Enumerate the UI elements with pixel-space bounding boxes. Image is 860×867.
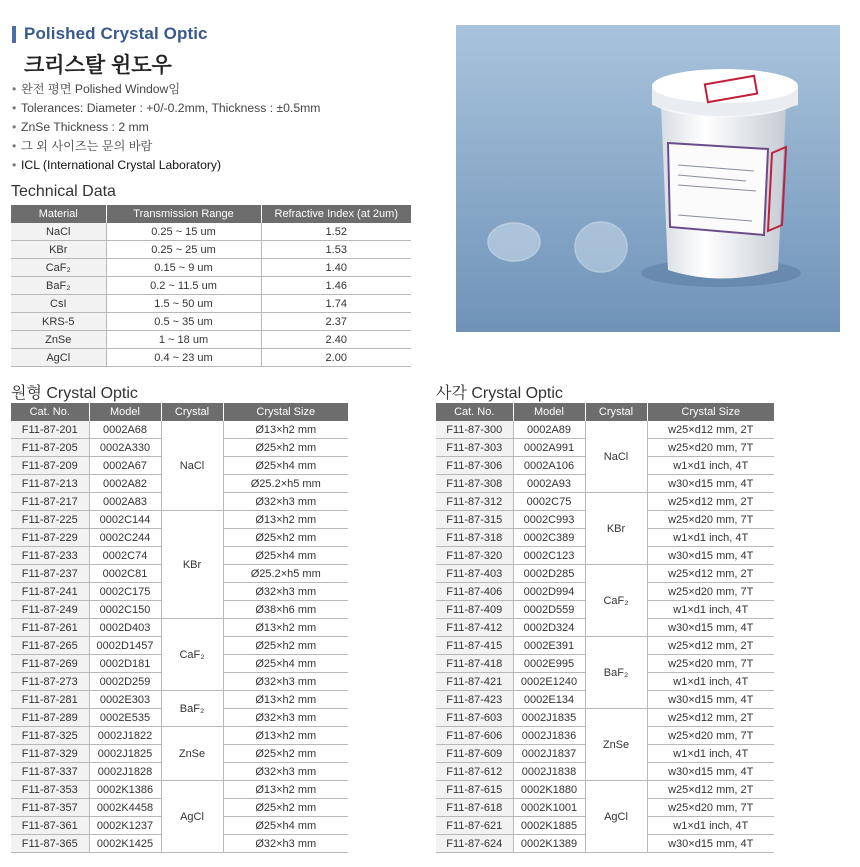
model-cell: 0002C244 [89,529,161,547]
column-header: Cat. No. [11,403,89,421]
crystal-size-cell: w1×d1 inch, 4T [647,673,774,691]
model-cell: 0002C175 [89,583,161,601]
crystal-size-cell: w1×d1 inch, 4T [647,457,774,475]
model-cell: 0002A330 [89,439,161,457]
column-header: Model [89,403,161,421]
crystal-size-cell: w30×d15 mm, 4T [647,547,774,565]
model-cell: 0002D403 [89,619,161,637]
transmission-cell: 0.5 ~ 35 um [106,313,261,331]
page-title-ko: 크리스탈 윈도우 [24,54,172,77]
cat-no-cell: F11-87-624 [436,835,513,853]
cat-no-cell: F11-87-217 [11,493,89,511]
cat-no-cell: F11-87-406 [436,583,513,601]
bullet-item: • 완전 평면 Polished Window임 [12,82,181,96]
spec-bullet-list [12,80,320,175]
model-cell: 0002K1880 [513,781,585,799]
cat-no-cell: F11-87-308 [436,475,513,493]
model-cell: 0002D324 [513,619,585,637]
cat-no-cell: F11-87-615 [436,781,513,799]
refractive-index-cell: 2.37 [261,313,411,331]
table-row [436,565,774,583]
crystal-size-cell: w25×d12 mm, 2T [647,565,774,583]
model-cell: 0002E391 [513,637,585,655]
crystal-size-cell: Ø25×h4 mm [223,817,348,835]
cat-no-cell: F11-87-241 [11,583,89,601]
crystal-size-cell: Ø32×h3 mm [223,673,348,691]
cat-no-cell: F11-87-423 [436,691,513,709]
crystal-size-cell: Ø25×h2 mm [223,799,348,817]
crystal-size-cell: w25×d12 mm, 2T [647,421,774,439]
crystal-size-cell: w25×d20 mm, 7T [647,439,774,457]
crystal-size-cell: w25×d12 mm, 2T [647,493,774,511]
model-cell: 0002K1885 [513,817,585,835]
crystal-size-cell: Ø25×h2 mm [223,745,348,763]
model-cell: 0002D559 [513,601,585,619]
cat-no-cell: F11-87-312 [436,493,513,511]
crystal-size-cell: w30×d15 mm, 4T [647,475,774,493]
model-cell: 0002C75 [513,493,585,511]
crystal-size-cell: w25×d12 mm, 2T [647,637,774,655]
table-row [11,511,348,529]
table-row [436,421,774,439]
crystal-size-cell: Ø38×h6 mm [223,601,348,619]
cat-no-cell: F11-87-365 [11,835,89,853]
crystal-cell: NaCl [161,421,223,511]
material-cell: KRS-5 [11,313,106,331]
cat-no-cell: F11-87-273 [11,673,89,691]
crystal-size-cell: Ø13×h2 mm [223,691,348,709]
page-title-en: Polished Crystal Optic [24,24,208,43]
technical-data-table [11,205,411,367]
crystal-cell: AgCl [161,781,223,853]
cat-no-cell: F11-87-318 [436,529,513,547]
table-row [11,295,411,313]
model-cell: 0002A83 [89,493,161,511]
crystal-size-cell: Ø13×h2 mm [223,727,348,745]
cat-no-cell: F11-87-403 [436,565,513,583]
cat-no-cell: F11-87-229 [11,529,89,547]
crystal-size-cell: Ø13×h2 mm [223,619,348,637]
cat-no-cell: F11-87-269 [11,655,89,673]
transmission-cell: 0.4 ~ 23 um [106,349,261,367]
table-row [11,421,348,439]
table-row [436,781,774,799]
crystal-jar-illustration [456,25,840,332]
model-cell: 0002A991 [513,439,585,457]
crystal-size-cell: Ø32×h3 mm [223,583,348,601]
table-row [11,619,348,637]
model-cell: 0002E134 [513,691,585,709]
cat-no-cell: F11-87-329 [11,745,89,763]
title-accent-bar [12,26,16,43]
bullet-item: • Tolerances: Diameter : +0/-0.2mm, Thickness : ±0.5mm [12,101,321,115]
cat-no-cell: F11-87-618 [436,799,513,817]
crystal-size-cell: w25×d20 mm, 7T [647,583,774,601]
cat-no-cell: F11-87-209 [11,457,89,475]
model-cell: 0002D259 [89,673,161,691]
cat-no-cell: F11-87-205 [11,439,89,457]
column-header: Material [11,205,106,223]
table-row [436,637,774,655]
model-cell: 0002C389 [513,529,585,547]
column-header: Transmission Range [106,205,261,223]
table-row [11,727,348,745]
crystal-cell: BaF₂ [161,691,223,727]
model-cell: 0002E535 [89,709,161,727]
model-cell: 0002A82 [89,475,161,493]
cat-no-cell: F11-87-281 [11,691,89,709]
bullet-item: • ICL (International Crystal Laboratory) [12,158,222,172]
crystal-size-cell: w25×d20 mm, 7T [647,799,774,817]
crystal-cell: CaF₂ [585,565,647,637]
cat-no-cell: F11-87-289 [11,709,89,727]
crystal-size-cell: Ø25×h2 mm [223,439,348,457]
crystal-cell: AgCl [585,781,647,853]
model-cell: 0002D1457 [89,637,161,655]
crystal-cell: BaF₂ [585,637,647,709]
model-cell: 0002A89 [513,421,585,439]
bullet-item: • ZnSe Thickness : 2 mm [12,120,149,134]
crystal-size-cell: w30×d15 mm, 4T [647,763,774,781]
cat-no-cell: F11-87-233 [11,547,89,565]
model-cell: 0002J1837 [513,745,585,763]
table-row [436,493,774,511]
cat-no-cell: F11-87-603 [436,709,513,727]
cat-no-cell: F11-87-303 [436,439,513,457]
cat-no-cell: F11-87-325 [11,727,89,745]
table-row [436,709,774,727]
crystal-cell: KBr [585,493,647,565]
model-cell: 0002A106 [513,457,585,475]
cat-no-cell: F11-87-357 [11,799,89,817]
material-cell: AgCl [11,349,106,367]
material-cell: CsI [11,295,106,313]
crystal-size-cell: w1×d1 inch, 4T [647,529,774,547]
cat-no-cell: F11-87-418 [436,655,513,673]
cat-no-cell: F11-87-320 [436,547,513,565]
crystal-size-cell: Ø13×h2 mm [223,511,348,529]
model-cell: 0002J1838 [513,763,585,781]
cat-no-cell: F11-87-315 [436,511,513,529]
cat-no-cell: F11-87-249 [11,601,89,619]
cat-no-cell: F11-87-265 [11,637,89,655]
cat-no-cell: F11-87-300 [436,421,513,439]
crystal-size-cell: w1×d1 inch, 4T [647,745,774,763]
crystal-size-cell: Ø32×h3 mm [223,763,348,781]
technical-data-title: Technical Data [11,183,116,200]
model-cell: 0002E303 [89,691,161,709]
model-cell: 0002J1825 [89,745,161,763]
crystal-size-cell: w30×d15 mm, 4T [647,619,774,637]
column-header: Model [513,403,585,421]
crystal-size-cell: w1×d1 inch, 4T [647,817,774,835]
round-optic-table [11,403,348,853]
square-optic-table [436,403,774,853]
crystal-size-cell: Ø25×h2 mm [223,529,348,547]
model-cell: 0002K1001 [513,799,585,817]
transmission-cell: 1 ~ 18 um [106,331,261,349]
refractive-index-cell: 1.53 [261,241,411,259]
cat-no-cell: F11-87-421 [436,673,513,691]
model-cell: 0002E995 [513,655,585,673]
crystal-cell: NaCl [585,421,647,493]
cat-no-cell: F11-87-225 [11,511,89,529]
model-cell: 0002J1828 [89,763,161,781]
column-header: Crystal Size [647,403,774,421]
refractive-index-cell: 1.40 [261,259,411,277]
cat-no-cell: F11-87-337 [11,763,89,781]
model-cell: 0002C993 [513,511,585,529]
model-cell: 0002K1237 [89,817,161,835]
bullet-item: • 그 외 사이즈는 문의 바람 [12,139,153,153]
table-row [11,331,411,349]
table-row [11,691,348,709]
table-row [11,259,411,277]
transmission-cell: 0.25 ~ 25 um [106,241,261,259]
material-cell: BaF₂ [11,277,106,295]
crystal-cell: KBr [161,511,223,619]
cat-no-cell: F11-87-412 [436,619,513,637]
material-cell: KBr [11,241,106,259]
model-cell: 0002C150 [89,601,161,619]
column-header: Cat. No. [436,403,513,421]
crystal-size-cell: Ø25.2×h5 mm [223,565,348,583]
table-row [11,349,411,367]
crystal-size-cell: Ø32×h3 mm [223,493,348,511]
model-cell: 0002A93 [513,475,585,493]
cat-no-cell: F11-87-606 [436,727,513,745]
model-cell: 0002C81 [89,565,161,583]
column-header: Crystal [161,403,223,421]
cat-no-cell: F11-87-609 [436,745,513,763]
crystal-size-cell: Ø13×h2 mm [223,421,348,439]
model-cell: 0002A67 [89,457,161,475]
crystal-size-cell: Ø32×h3 mm [223,835,348,853]
cat-no-cell: F11-87-306 [436,457,513,475]
crystal-cell: CaF₂ [161,619,223,691]
model-cell: 0002E1240 [513,673,585,691]
crystal-size-cell: w1×d1 inch, 4T [647,601,774,619]
crystal-disc-right [575,222,627,272]
crystal-size-cell: Ø25.2×h5 mm [223,475,348,493]
crystal-size-cell: w25×d12 mm, 2T [647,781,774,799]
crystal-size-cell: Ø25×h4 mm [223,655,348,673]
crystal-size-cell: Ø25×h4 mm [223,547,348,565]
cat-no-cell: F11-87-237 [11,565,89,583]
cat-no-cell: F11-87-201 [11,421,89,439]
model-cell: 0002J1836 [513,727,585,745]
crystal-size-cell: w25×d20 mm, 7T [647,727,774,745]
transmission-cell: 0.25 ~ 15 um [106,223,261,241]
column-header: Crystal [585,403,647,421]
refractive-index-cell: 1.52 [261,223,411,241]
model-cell: 0002C123 [513,547,585,565]
model-cell: 0002C144 [89,511,161,529]
cat-no-cell: F11-87-353 [11,781,89,799]
model-cell: 0002D285 [513,565,585,583]
cat-no-cell: F11-87-361 [11,817,89,835]
crystal-size-cell: w25×d12 mm, 2T [647,709,774,727]
column-header: Crystal Size [223,403,348,421]
material-cell: CaF₂ [11,259,106,277]
model-cell: 0002J1822 [89,727,161,745]
refractive-index-cell: 1.74 [261,295,411,313]
cat-no-cell: F11-87-415 [436,637,513,655]
cat-no-cell: F11-87-612 [436,763,513,781]
crystal-size-cell: Ø13×h2 mm [223,781,348,799]
crystal-size-cell: Ø32×h3 mm [223,709,348,727]
table-row [11,277,411,295]
model-cell: 0002A68 [89,421,161,439]
table-row [11,313,411,331]
model-cell: 0002K4458 [89,799,161,817]
model-cell: 0002K1389 [513,835,585,853]
refractive-index-cell: 2.40 [261,331,411,349]
crystal-disc-left [488,223,540,261]
crystal-size-cell: w30×d15 mm, 4T [647,835,774,853]
transmission-cell: 0.15 ~ 9 um [106,259,261,277]
column-header: Refractive Index (at 2um) [261,205,411,223]
model-cell: 0002K1386 [89,781,161,799]
crystal-cell: ZnSe [161,727,223,781]
product-photo [456,25,840,332]
table-row [11,781,348,799]
refractive-index-cell: 2.00 [261,349,411,367]
material-cell: ZnSe [11,331,106,349]
square-optic-title: 사각 Crystal Optic [436,385,563,402]
transmission-cell: 0.2 ~ 11.5 um [106,277,261,295]
refractive-index-cell: 1.46 [261,277,411,295]
transmission-cell: 1.5 ~ 50 um [106,295,261,313]
crystal-size-cell: Ø25×h2 mm [223,637,348,655]
crystal-size-cell: w25×d20 mm, 7T [647,511,774,529]
crystal-size-cell: w30×d15 mm, 4T [647,691,774,709]
cat-no-cell: F11-87-213 [11,475,89,493]
model-cell: 0002D181 [89,655,161,673]
material-cell: NaCl [11,223,106,241]
round-optic-title: 원형 Crystal Optic [11,385,138,402]
table-row [11,241,411,259]
crystal-size-cell: w25×d20 mm, 7T [647,655,774,673]
model-cell: 0002K1425 [89,835,161,853]
crystal-size-cell: Ø25×h4 mm [223,457,348,475]
model-cell: 0002C74 [89,547,161,565]
model-cell: 0002J1835 [513,709,585,727]
crystal-cell: ZnSe [585,709,647,781]
cat-no-cell: F11-87-261 [11,619,89,637]
model-cell: 0002D994 [513,583,585,601]
table-row [11,223,411,241]
cat-no-cell: F11-87-409 [436,601,513,619]
cat-no-cell: F11-87-621 [436,817,513,835]
